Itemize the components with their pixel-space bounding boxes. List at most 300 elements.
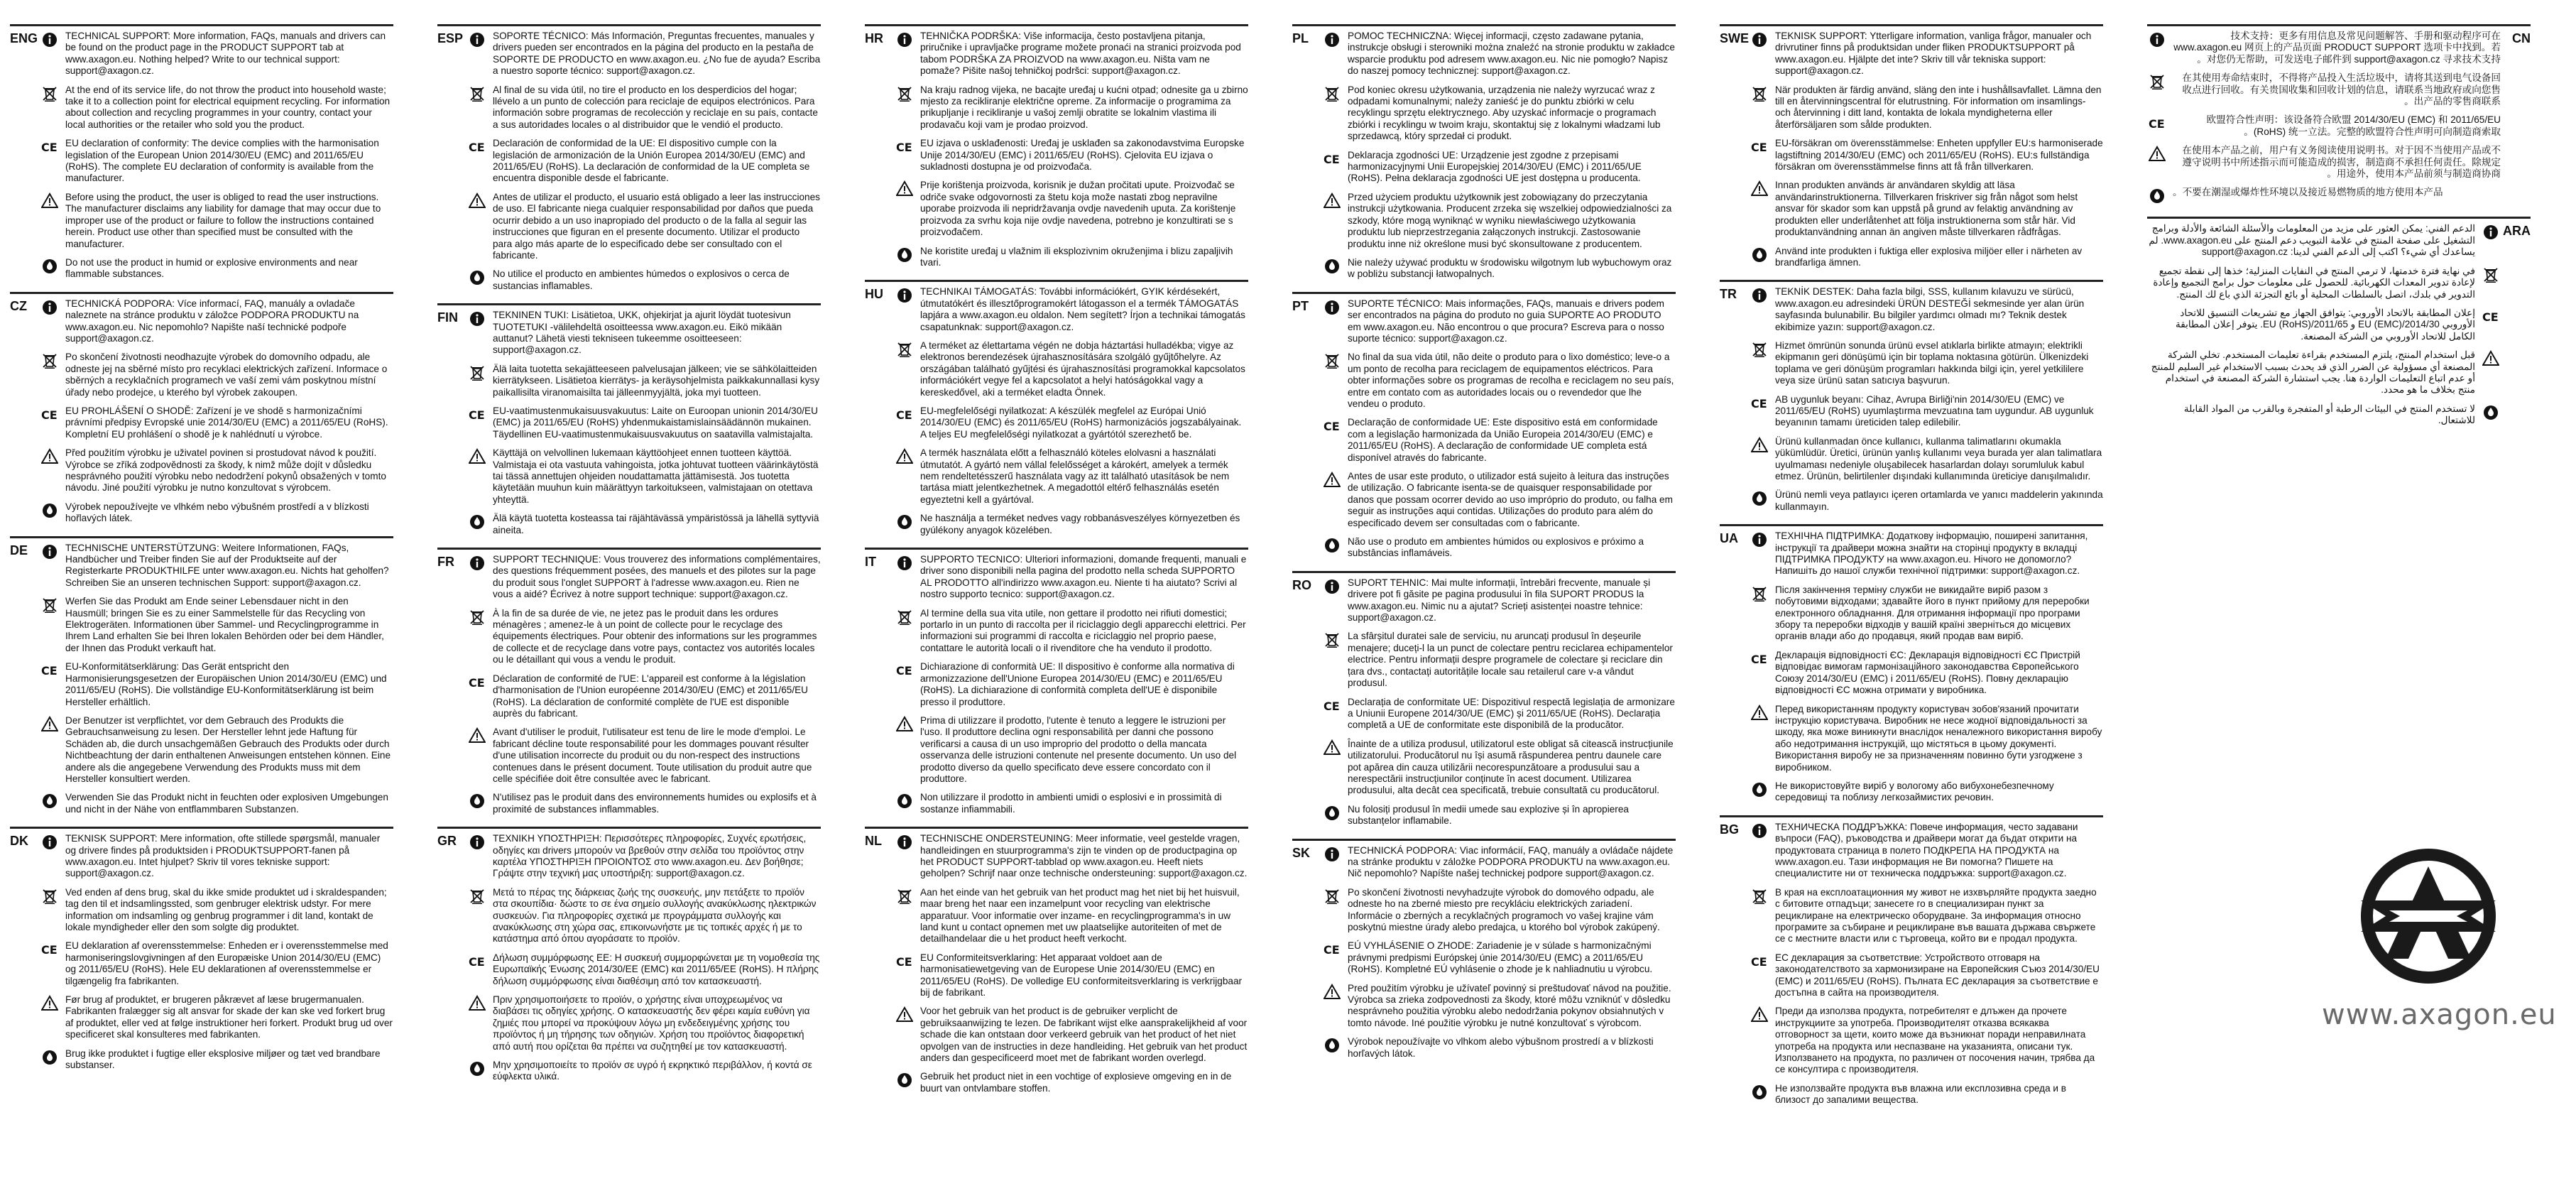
notice-section: [40, 31, 393, 77]
svg-text:CE: CE: [41, 664, 58, 678]
svg-text:CE: CE: [469, 954, 485, 969]
notice-text: Använd inte produkten i fuktiga eller explosiva miljöer eller i närheten av brandfarliga ämnen.: [1775, 245, 2083, 268]
notice-section: [40, 257, 393, 281]
lang-code: ARA: [2503, 224, 2531, 239]
notice-text: SUPORTE TÉCNICO: Mais informações, FAQs, manuais e drivers podem ser encontrados na página do produto no guia SUPORTE AO PRODUTO em www.axagon.eu. Não encontrou o que procura? Escreva para o nosso suporte técnico: support@axagon.cz.: [1348, 298, 1664, 344]
svg-text:CE: CE: [896, 954, 912, 969]
notice-text: EU declaration of conformity: The device complies with the harmonisation legislation of the European Union 2014/30/EU (EMC) and 2011/65/EU (RoHS). The complete EU declaration of conformity is available from the manufacturer.: [65, 138, 379, 184]
notice-section: [2147, 308, 2501, 342]
notice-text: Po skončení životnosti neodhazujte výrobek do domovního odpadu, ale odneste jej na sběrné místo pro recyklaci elektrických zařízení. Informace o sběrných a recyklačních programech ve vaší zemi vám poskytnou místní úřady nebo prodejce, u kterého byl výrobek zakoupen.: [65, 352, 388, 398]
svg-text:CE: CE: [2149, 117, 2165, 131]
lang-sections: [467, 310, 821, 543]
notice-text: Antes de utilizar el producto, el usuario está obligado a leer las instrucciones de uso. El fabricante niega cualquier responsabilidad por daños que pueda ocurrir debido a un uso inapropiado del producto o de la falla al seguir las instrucciones que figuran en el presente documento. Utilizar el producto para algo más aparte de lo especificado debe ser consultado con el fabricante.: [493, 191, 820, 261]
ce-mark-icon: [895, 138, 915, 156]
no-humid-icon: [1322, 536, 1342, 555]
ce-mark-icon: [895, 661, 915, 680]
notice-text: ТЕХНИЧЕСКА ПОДДРЪЖКА: Повече информация, често задавани въпроси (FAQ), ръководства и драйвери могат да бъдат открити на продуктовата страница в полето ПОДКРЕПА НА ПРОДУКТА на www.axagon.eu. Тази информация не Ви помогна? Пишете на специалистите ни от техническа поддръжка: support@axagon.cz.: [1775, 821, 2078, 879]
notice-text: Pod koniec okresu użytkowania, urządzenia nie należy wyrzucać wraz z odpadami komunalnymi; należy zanieść je do punktu zbiórki w celu recyklingu sprzętu elektrycznego. Aby uzyskać informacje o programach zbiórki i recyklingu w twoim kraju, skontaktuj się z lokalnymi władzami lub sprzedawcą, który sprzedał ci produkt.: [1348, 84, 1661, 142]
logo-url: www.axagon.eu: [2322, 998, 2557, 1031]
notice-section: [467, 608, 821, 666]
notice-text: 不要在潮湿或爆炸性环境以及接近易燃物质的地方使用本产品。: [2173, 187, 2443, 198]
notice-section: [1750, 85, 2103, 131]
warning-icon: [467, 994, 487, 1013]
notice-section: [895, 406, 1248, 440]
notice-section: [40, 298, 393, 345]
lang-sections: [1750, 530, 2103, 811]
notice-text: قبل استخدام المنتج، يلتزم المستخدم بقراءة تعليمات المستخدم. تخلي الشركة المصنعة أي مسؤولية عن الضرر الذي قد يحدث بسبب الاستخدام غير السليم للمنتج أو عدم اتباع التعليمات الواردة هنا. يجب استشارة الشركة المصنعة في استخدام منتج بخلاف ما هو محدد.: [2151, 349, 2475, 396]
notice-text: TEHNIČKA PODRŠKA: Više informacija, često postavljena pitanja, priručnike i upravljačke programe možete pronaći na stranici proizvoda pod tabom PODRŠKA ZA PROIZVOD na www.axagon.eu. Ništa vam ne pomaže? Pišite našoj tehničkoj podršci: support@axagon.cz.: [920, 31, 1241, 77]
notice-section: [1750, 436, 2103, 483]
weee-bin-icon: [40, 85, 60, 103]
notice-section: [895, 246, 1248, 269]
svg-text:CE: CE: [1751, 954, 1767, 969]
notice-text: Ne koristite uređaj u vlažnim ili eksplozivnim okruženjima i blizu zapaljivih tvari.: [920, 245, 1233, 268]
notice-text: В края на експлоатационния му живот не изхвърляйте продукта заедно с битовите отпадъци; занесете го в специализиран пункт за рециклиране на електрическо оборудване. За информация относно програмите за събиране и рециклиране във вашата държава свържете се с местните власти или с търговеца, който ви е продал продукта.: [1775, 886, 2097, 945]
warning-icon: [467, 726, 487, 745]
weee-bin-icon: [895, 340, 915, 359]
svg-text:CE: CE: [41, 943, 58, 957]
notice-text: EU PROHLÁŠENÍ O SHODĚ: Zařízení je ve shodě s harmonizačními právními předpisy Evropské unie 2014/30/EU (EMC) a 2011/65/EU (RoHS). Kompletní EU prohlášení o shodě je k nahlédnutí u výrobce.: [65, 405, 388, 440]
notice-text: Ürünü kullanmadan önce kullanıcı, kullanma talimatlarını okumakla yükümlüdür. Üretici, ürünün yanlış kullanımı veya burada yer alan talimatlara uyulmaması nedeniyle oluşabilecek hasarlardan dolayı sorumluluk kabul etmez. Ürünün, belirtilenler dışındaki kullanımında üreticiye danışılmalıdır.: [1775, 435, 2102, 481]
weee-bin-icon: [1750, 887, 1769, 905]
lang-sections: [1750, 31, 2103, 276]
notice-text: ТЕХНІЧНА ПІДТРИМКА: Додаткову інформацію, поширені запитання, інструкції та драйвери можна знайти на сторінці продукту в вкладці ПІДТРИМКА ПРОДУКТУ на www.axagon.eu. Нічого не допомогло? Напишіть до нашої служби технічної підтримки: support@axagon.cz.: [1775, 530, 2088, 577]
notice-text: À la fin de sa durée de vie, ne jetez pas le produit dans les ordures ménagères ; amenez-le à un point de collecte pour le recyclage des équipements électriques. Pour obtenir des informations sur les programmes de collecte et de recyclage dans votre pays, contactez vos autorités locales ou le détaillant qui vous a vendu le produit.: [493, 607, 817, 665]
svg-text:CE: CE: [896, 664, 912, 678]
notice-text: Nu folosiți produsul în medii umede sau explozive și în apropierea substanțelor inflamabile.: [1348, 803, 1629, 827]
no-humid-icon: [40, 501, 60, 520]
notice-text: Innan produkten används är användaren skyldig att läsa användarinstruktionerna. Tillverkaren friskriver sig från något som helst ansvar för skador som kan uppstå på grund av felaktig användning av produkten eller underlåtenhet att följa instruktionerna som står här. Vid produktanvändning annan än angiven måste tillverkaren rådfrågas.: [1775, 180, 2078, 238]
lang-code: PT: [1292, 298, 1309, 313]
notice-text: AB uygunluk beyanı: Cihaz, Avrupa Birliği'nin 2014/30/EU (EMC) ve 2011/65/EU (RoHS) uyumlaştırma mevzuatına tam uygundur. AB uygunluk beyanının tamamı üreticiden talep edilebilir.: [1775, 393, 2094, 428]
ce-mark-icon: [1322, 150, 1342, 168]
notice-section: [1750, 246, 2103, 269]
weee-bin-icon: [467, 887, 487, 905]
weee-bin-icon: [895, 608, 915, 626]
lang-block-dk: [10, 827, 393, 1078]
lang-sections: [1322, 298, 1676, 567]
ce-mark-icon: [40, 940, 60, 959]
notice-section: [1750, 530, 2103, 577]
svg-text:CE: CE: [469, 675, 485, 690]
column-6: [2147, 24, 2531, 438]
notice-section: [1750, 138, 2103, 173]
notice-section: [40, 792, 393, 815]
svg-text:CE: CE: [896, 141, 912, 155]
ce-mark-icon: [467, 673, 487, 692]
weee-bin-icon: [1750, 584, 1769, 603]
notice-text: Verwenden Sie das Produkt nicht in feuchten oder explosiven Umgebungen und nicht in der Nähe von entflammbaren Substanzen.: [65, 792, 388, 815]
lang-code: HU: [865, 287, 883, 302]
svg-text:CE: CE: [1751, 396, 1767, 410]
info-icon: [895, 286, 915, 305]
notice-text: Prije korištenja proizvoda, korisnik je dužan pročitati upute. Proizvođač se odriče svake odgovornosti za štetu koja može nastati zbog nepravilne uporabe proizvoda ili nepridržavanja ovdje navedenih uputa. Za korištenje proizvoda za svrhu koja nije ovdje navedena, potrebno je konzultirati se s proizvođačem.: [920, 180, 1236, 238]
notice-section: [40, 833, 393, 880]
notice-section: [1750, 887, 2103, 945]
notice-text: Älä laita tuotetta sekajätteeseen palvelusajan jälkeen; vie se sähkölaitteiden kierrätykseen. Lisätietoa kierrätys- ja keräysohjelmista paikkakunnallasi kysy paikallisilta viranomaisilta tai jälleenmyyjältä, joka myi tuotteen.: [493, 363, 820, 398]
lang-block-sk: [1292, 839, 1676, 1067]
ce-mark-icon: [1322, 940, 1342, 959]
warning-icon: [1322, 471, 1342, 489]
notice-section: [1322, 417, 1676, 464]
notice-section: [2147, 72, 2501, 107]
notice-section: [467, 364, 821, 398]
notice-section: [1322, 352, 1676, 410]
notice-text: Before using the product, the user is obliged to read the user instructions. The manufacturer disclaims any liability for damage that may occur due to improper use of the product or failure to follow the instructions contained herein. Product use other than specified must be consulted with the manufacturer.: [65, 191, 381, 249]
lang-code: CN: [2512, 31, 2531, 45]
no-humid-icon: [467, 792, 487, 810]
ce-mark-icon: [1750, 952, 1769, 971]
notice-text: SOPORTE TÉCNICO: Más Información, Preguntas frecuentes, manuales y drivers pueden ser encontrados en la página del producto en la pestaña de SOPORTE DE PRODUCTO en www.axagon.eu. ¿No fue de ayuda? Escriba a nuestro soporte técnico: support@axagon.cz.: [493, 31, 821, 77]
notice-text: في نهاية فترة خدمتها، لا ترمي المنتج في النفايات المنزلية؛ خذها إلى نقطة تجميع لإعادة تدوير المعدات الكهربائية. للحصول على معلومات حول برامج التجميع وإعادة التدوير في بلدك، اتصل بالسلطات المحلية أو بائع التجزئة الذي باع لك المنتج.: [2153, 265, 2475, 300]
lang-block-fr: [437, 548, 821, 822]
notice-text: Før brug af produktet, er brugeren påkrævet af læse brugermanualen. Fabrikanten fralægger sig alt ansvar for skade der kan ske ved forkert brug af produktet, eller ved at følge instruktioner heri forkert. Produkt brug ud over specificeret skal konsulteres med fabrikanten.: [65, 994, 393, 1040]
no-humid-icon: [1750, 780, 1769, 799]
info-icon: [40, 298, 60, 317]
notice-section: [895, 1006, 1248, 1064]
notice-section: [40, 661, 393, 708]
info-icon: [1322, 577, 1342, 596]
notice-text: Älä käytä tuotetta kosteassa tai räjähtävässä ympäristössä ja lähellä syttyviä aineita.: [493, 513, 819, 535]
notice-text: A terméket az élettartama végén ne dobja háztartási hulladékba; vigye az elektronos berendezések újrahasznosítására szolgáló gyűjtőhelyre. Az országában található gyűjtési és újrahasznosítási programokkal kapcsolatos információkért vegye fel a kapcsolatot a helyi hatóságokkal vagy a kereskedővel, aki a terméket eladta Önnek.: [920, 339, 1245, 398]
info-icon: [40, 31, 60, 49]
notice-text: Výrobek nepoužívejte ve vlhkém nebo výbušném prostředí a v blízkosti hořlavých látek.: [65, 501, 369, 524]
weee-bin-icon: [467, 608, 487, 626]
notice-section: [1322, 31, 1676, 77]
no-humid-icon: [895, 792, 915, 810]
weee-bin-icon: [40, 887, 60, 905]
weee-bin-icon: [40, 596, 60, 614]
warning-icon: [895, 715, 915, 734]
lang-sections: [1322, 31, 1676, 288]
notice-text: Não use o produto em ambientes húmidos ou explosivos e próximo a substâncias inflamáveis.: [1348, 536, 1644, 559]
notice-text: الدعم الفني: يمكن العثور على مزيد من المعلومات والأسئلة الشائعة والأدلة وبرامج التشغيل على صفحة المنتج في علامة التبويب دعم المنتج على www.axagon.eu. لم يساعدك أي شيء؟ اكتب إلى الدعم الفني لدينا: support@axagon.cz: [2149, 223, 2475, 258]
weee-bin-icon: [1322, 352, 1342, 370]
info-icon: [40, 543, 60, 561]
notice-text: Dichiarazione di conformità UE: Il dispositivo è conforme alla normativa di armonizzazione dell'Unione Europea 2014/30/EU (EMC) e 2011/65/EU (RoHS). La dichiarazione di conformità completa dell'UE è disponibile presso il produttore.: [920, 661, 1235, 707]
weee-bin-icon: [895, 85, 915, 103]
warning-icon: [1750, 436, 1769, 455]
notice-text: A termék használata előtt a felhasználó köteles elolvasni a használati útmutatót. A gyártó nem vállal felelősséget a károkért, amelyek a termék nem rendeltetésszerű használata vagy az itt található utasítások be nem tartása miatt jelentkezhetnek. A megadottól eltérő felhasználás esetén egyeztetni kell a gyártóval.: [920, 447, 1230, 505]
lang-block-esp: [437, 24, 821, 299]
notice-section: [40, 406, 393, 440]
lang-code: SWE: [1720, 31, 1750, 45]
notice-text: SUPPORTO TECNICO: Ulteriori informazioni, domande frequenti, manuali e driver sono disponibili nella pagina del prodotto nella scheda SUPPORTO AL PRODOTTO all'indirizzo www.axagon.eu. Niente ti ha aiutato? Scrivi al nostro supporto tecnico: support@axagon.cz.: [920, 554, 1247, 600]
weee-bin-icon: [40, 352, 60, 370]
weee-bin-icon: [2147, 72, 2167, 91]
weee-bin-icon: [467, 364, 487, 382]
notice-section: [1750, 394, 2103, 429]
lang-block-fin: [437, 303, 821, 543]
info-icon: [895, 31, 915, 49]
lang-code: NL: [865, 834, 882, 849]
notice-section: [40, 543, 393, 589]
notice-text: SUPPORT TECHNIQUE: Vous trouverez des informations complémentaires, des questions fréquemment posées, des manuels et des pilotes sur la page du produit sous l'onglet SUPPORT à l'adresse www.axagon.eu. Rien ne vous a aidé? Écrivez à notre support technique: support@axagon.cz.: [493, 554, 821, 600]
warning-icon: [40, 447, 60, 466]
weee-bin-icon: [1322, 887, 1342, 905]
weee-bin-icon: [2481, 266, 2501, 284]
ce-mark-icon: [40, 661, 60, 680]
notice-text: Nie należy używać produktu w środowisku wilgotnym lub wybuchowym oraz w pobliżu substancji łatwopalnych.: [1348, 256, 1672, 280]
no-humid-icon: [467, 1060, 487, 1078]
lang-block-cz: [10, 292, 393, 532]
notice-section: [1750, 489, 2103, 513]
notice-section: [2147, 266, 2501, 300]
notice-text: Déclaration de conformité de l'UE: L'appareil est conforme à la législation d'harmonisation de l'Union européenne 2014/30/EU (EMC) et 2011/65/EU (RoHS). La déclaration de conformité complète de l'UE est disponible auprès du fabricant.: [493, 673, 808, 719]
notice-section: [895, 833, 1248, 880]
lang-code: PL: [1292, 31, 1309, 45]
lang-block-bg: [1720, 815, 2103, 1114]
svg-text:CE: CE: [1324, 420, 1340, 434]
notice-section: [1750, 584, 2103, 643]
notice-section: [1750, 822, 2103, 880]
lang-block-swe: [1720, 24, 2103, 276]
ce-mark-icon: [467, 952, 487, 971]
notice-section: [895, 340, 1248, 398]
column-4: [1292, 24, 1676, 1071]
warning-icon: [467, 192, 487, 210]
ce-mark-icon: [467, 138, 487, 156]
notice-section: [467, 192, 821, 261]
no-humid-icon: [40, 257, 60, 276]
warning-icon: [895, 1006, 915, 1024]
lang-sections: [895, 286, 1248, 543]
ce-mark-icon: [1750, 650, 1769, 668]
notice-text: Před použitím výrobku je uživatel povinen si prostudovat návod k použití. Výrobce se zříká zodpovědnosti za škody, k nimž může dojít v důsledku nesprávného použití výrobku nebo nedodržení pokynů obsažených v tomto návodu. Jiné použití výrobku je nutno konzultovat s výrobcem.: [65, 447, 386, 494]
notice-text: När produkten är färdig använd, släng den inte i hushållsavfallet. Lämna den till en återvinningscentral för elutrustning. För information om insamlings- och återvinning i ditt land, kontakta de lokala myndigheterna eller återförsäljaren som sålde produkten.: [1775, 84, 2102, 130]
axagon-logo: [2322, 845, 2557, 1031]
lang-block-it: [865, 548, 1248, 822]
notice-text: 在其使用寿命结束时，不得将产品投入生活垃圾中，请将其送到电气设备回收点进行回收。有关贵国收集和回收计划的信息，请联系当地政府或向您售出产品的零售商联系。: [2182, 72, 2501, 107]
lang-sections: [40, 833, 393, 1078]
notice-section: [1322, 697, 1676, 731]
no-humid-icon: [467, 268, 487, 287]
notice-text: Prima di utilizzare il prodotto, l'utente è tenuto a leggere le istruzioni per l'uso. Il produttore declina ogni responsabilità per danni che possono verificarsi a causa di un uso improprio del prodotto o della mancata osservanza delle istruzioni contenute nel presente documento. Un uso del prodotto diverso da quello specificato deve essere concordato con il produttore.: [920, 714, 1237, 784]
notice-section: [1322, 983, 1676, 1030]
notice-text: Deklaracja zgodności UE: Urządzenie jest zgodne z przepisami harmonizacyjnymi Unii Europejskiej 2014/30/EU (EMC) i 2011/65/UE (RoHS). Pełna deklaracja zgodności UE jest dostępna u producenta.: [1348, 149, 1642, 184]
notice-section: [467, 406, 821, 440]
notice-section: [895, 792, 1248, 815]
notice-section: [467, 513, 821, 536]
notice-section: [2147, 114, 2501, 138]
notice-section: [467, 792, 821, 815]
lang-sections: [895, 31, 1248, 276]
svg-text:CE: CE: [896, 408, 912, 422]
lang-block-ro: [1292, 571, 1676, 834]
notice-section: [895, 447, 1248, 506]
notice-section: [895, 180, 1248, 238]
column-1: [10, 24, 393, 1082]
notice-section: [1322, 257, 1676, 281]
notice-section: [1322, 631, 1676, 689]
notice-section: [40, 447, 393, 494]
notice-section: [895, 887, 1248, 945]
ce-mark-icon: [1750, 394, 1769, 413]
notice-text: La sfârșitul duratei sale de serviciu, nu aruncați produsul în deșeurile menajere; duceți-l la un punct de colectare pentru reciclarea echipamentelor electrice. Pentru informații despre programele de colectare și reciclare din țara dvs., contactați autoritățile locale sau retailerul care v-a vândut produsul.: [1348, 631, 1673, 689]
warning-icon: [1750, 180, 1769, 198]
lang-code: RO: [1292, 577, 1311, 592]
notice-text: EU-Konformitätserklärung: Das Gerät entspricht den Harmonisierungsgesetzen der Europäischen Union 2014/30/EU (EMC) und 2011/65/EU (RoHS). Die vollständige EU-Konformitätserklärung ist beim Hersteller erhältlich.: [65, 661, 387, 707]
notice-section: [895, 661, 1248, 708]
notice-section: [1750, 952, 2103, 999]
notice-section: [40, 352, 393, 398]
notice-section: [1750, 340, 2103, 387]
notice-section: [467, 138, 821, 185]
notice-text: Al final de su vida útil, no tire el producto en los desperdicios del hogar; llévelo a un punto de colección para reciclaje de equipos electrónicos. Para información sobre programas de recolección y reciclaje en su país, contacte a sus autoridades locales o al distribuidor que le vendió el producto.: [493, 84, 818, 130]
notice-section: [1322, 536, 1676, 560]
notice-text: EU deklaration af overensstemmelse: Enheden er i overensstemmelse med harmoniseringslovgivningen af den Europæiske Union 2014/30/EU (EMC) og 2011/65/EU (RoHS). Hele EU deklarationen af overensstemmelse er tilgængelig fra fabrikanten.: [65, 940, 388, 986]
notice-text: N'utilisez pas le produit dans des environnements humides ou explosifs et à proximité de substances inflammables.: [493, 792, 817, 815]
notice-text: EU-vaatimustenmukaisuusvakuutus: Laite on Euroopan unionin 2014/30/EU (EMC) ja 2011/65/EU (RoHS) yhdenmukaistamislainsäädännön mukainen. Täydellinen EU-vaatimustenmukaisuusvakuutus on saatavilla valmistajalta.: [493, 405, 818, 440]
lang-block-hr: [865, 24, 1248, 276]
notice-section: [1322, 845, 1676, 880]
svg-text:CE: CE: [1324, 152, 1340, 166]
notice-text: Výrobok nepoužívajte vo vlhkom alebo výbušnom prostredí a v blízkosti horľavých látok.: [1348, 1036, 1654, 1059]
notice-section: [40, 501, 393, 525]
no-humid-icon: [1322, 1036, 1342, 1055]
notice-text: Do not use the product in humid or explosive environments and near flammable substances.: [65, 256, 358, 280]
notice-section: [895, 138, 1248, 173]
notice-text: Після закінчення терміну служби не викидайте виріб разом з побутовими відходами; здавайте його в пункт прийому для переробки електронного обладнання. Для отримання інформації про програми збору та переробки відходів у вашій країні зверніться до місцевих органів влади або до продавця, який продав вам виріб.: [1775, 584, 2090, 642]
notice-text: Не використовуйте виріб у вологому або вибухонебезпечному середовищі та поблизу легкозаймистих речовин.: [1775, 780, 2054, 803]
notice-text: TECHNISCHE ONDERSTEUNING: Meer informatie, veel gestelde vragen, handleidingen en stuurprogramma's zijn te vinden op de productpagina op het PRODUCT SUPPORT-tabblad op www.axagon.eu. Heeft niets geholpen? Schrijf naar onze technische ondersteuning: support@axagon.cz.: [920, 833, 1248, 879]
ce-mark-icon: [2147, 114, 2167, 133]
notice-section: [467, 447, 821, 506]
lang-sections: [1750, 822, 2103, 1114]
notice-section: [1322, 804, 1676, 827]
info-icon: [1750, 530, 1769, 549]
lang-code: IT: [865, 555, 876, 570]
weee-bin-icon: [1750, 340, 1769, 359]
lang-sections: [467, 833, 821, 1090]
notice-text: Der Benutzer ist verpflichtet, vor dem Gebrauch des Produkts die Gebrauchsanweisung zu lesen. Der Hersteller lehnt jede Haftung für Schäden ab, die durch unsachgemäßen Gebrauch des Produkts oder durch Nichtbeachtung der darin enthaltenen Anweisungen entstehen können. Eine andere als die angegebene Verwendung des Produkts muss mit dem Hersteller konsultiert werden.: [65, 714, 391, 784]
weee-bin-icon: [1322, 85, 1342, 103]
axagon-logo-icon: [2322, 845, 2535, 994]
notice-text: EÚ VYHLÁSENIE O ZHODE: Zariadenie je v súlade s harmonizačnými právnymi predpismi Európskej únie 2014/30/EU (EMC) a 2011/65/EU (RoHS). Kompletné EÚ vyhlásenie o zhode je k nahliadnutiu u výrobcu.: [1348, 940, 1653, 975]
svg-text:CE: CE: [1751, 141, 1767, 155]
notice-text: ΤΕΧΝΙΚΗ ΥΠΟΣΤΗΡΙΞΗ: Περισσότερες πληροφορίες, Συχνές ερωτήσεις, οδηγίες και drivers μπορούν να βρεθούν στην σελίδα του προϊόντος στην καρτέλα ΥΠΟΣΤΗΡΙΞΗ ΠΡΟΙΟΝΤΟΣ στο www.axagon.eu. Δεν βοήθησε; Γράψτε στην τεχνική μας υποστήριξη: support@axagon.cz.: [493, 833, 807, 879]
notice-section: [467, 31, 821, 77]
info-icon: [1750, 31, 1769, 49]
warning-icon: [1750, 1006, 1769, 1024]
notice-text: Μετά το πέρας της διάρκειας ζωής της συσκευής, μην πετάξετε το προϊόν στα σκουπίδια· δώστε το σε ένα σημείο συλλογής ανακύκλωσης ηλεκτρικών συσκευών. Για πληροφορίες σχετικά με προγράμματα συλλογής και ανακύκλωσης στη χώρα σας, επικοινωνήστε με τις τοπικές αρχές ή με το κατάστημα από όπου αγοράσατε το προϊόν.: [493, 886, 817, 945]
notice-text: Declarația de conformitate UE: Dispozitivul respectă legislația de armonizare a Uniunii Europene 2014/30/UE (EMC) și 2011/65/UE (RoHS). Declarația completă a UE de conformitate este disponibilă de la producător.: [1348, 696, 1675, 731]
info-icon: [1750, 286, 1769, 305]
notice-section: [467, 268, 821, 292]
info-icon: [467, 31, 487, 49]
notice-section: [467, 673, 821, 720]
notice-text: SUPORT TEHNIC: Mai multe informații, întrebări frecvente, manuale și drivere pot fi găsite pe pagina produsului în fila SUPORT PRODUS la www.axagon.eu. Nimic nu a ajutat? Scrieți asistenței noastre tehnice: support@axagon.cz.: [1348, 577, 1651, 624]
notice-text: EU izjava o usklađenosti: Uređaj je usklađen sa zakonodavstvima Europske Unije 2014/30/EU (EMC) i 2011/65/EU (RoHS). Cjelovita EU izjava o sukladnosti dostupna je od proizvođača.: [920, 138, 1245, 173]
notice-text: Brug ikke produktet i fugtige eller eksplosive miljøer og tæt ved brandbare substanser.: [65, 1047, 381, 1071]
no-humid-icon: [895, 1071, 915, 1089]
lang-block-de: [10, 536, 393, 823]
notice-text: Aan het einde van het gebruik van het product mag het niet bij het huisvuil, maar breng het naar een inzamelpunt voor recycling van elektrische apparatuur. Voor informatie over inzame- en recyclingprogramma's in uw land kunt u contact opnemen met uw plaatselijke autoriteiten of met de detailhandelaar die u het product heeft verkocht.: [920, 886, 1240, 945]
warning-icon: [40, 192, 60, 210]
column-3: [865, 24, 1248, 1106]
no-humid-icon: [2147, 187, 2167, 205]
weee-bin-icon: [467, 85, 487, 103]
notice-section: [1750, 1006, 2103, 1075]
notice-section: [2147, 349, 2501, 396]
notice-text: Μην χρησιμοποιείτε το προϊόν σε υγρό ή εκρηκτικό περιβάλλον, ή κοντά σε εύφλεκτα υλικά.: [493, 1060, 812, 1082]
lang-code: FR: [437, 555, 454, 570]
notice-text: EU-försäkran om överensstämmelse: Enheten uppfyller EU:s harmoniserade lagstiftning 2014/30/EU (EMC) och 2011/65/EU (RoHS). EU:s fullständiga försäkran om överensstämmelse finns att få från tillverkaren.: [1775, 138, 2103, 173]
notice-section: [467, 726, 821, 785]
notice-text: Non utilizzare il prodotto in ambienti umidi o esplosivi e in prossimità di sostanze infiammabili.: [920, 792, 1222, 815]
warning-icon: [895, 180, 915, 198]
lang-block-ara: [2147, 217, 2531, 433]
notice-text: Declaração de conformidade UE: Este dispositivo está em conformidade com a legislação harmonizada da União Europeia 2014/30/EU (EMC) e 2011/65/EU (RoHS). A declaração de conformidade UE completa está disponível através do fabricante.: [1348, 417, 1658, 463]
lang-code: DE: [10, 543, 28, 557]
no-humid-icon: [895, 246, 915, 264]
notice-section: [40, 138, 393, 185]
notice-section: [40, 994, 393, 1041]
info-icon: [1322, 845, 1342, 864]
notice-text: Πριν χρησιμοποιήσετε το προϊόν, ο χρήστης είναι υποχρεωμένος να διαβάσει τις οδηγίες χρήσης. Ο κατασκευαστής δεν φέρει καμία ευθύνη για ζημιές που μπορεί να προκύψουν λόγω μη ενδεδειγμένης χρήσης του προϊόντος ή μη τήρησης των οδηγιών. Χρήση του προϊόντος διαφορετική από αυτή που ορίζεται θα πρέπει να συζητηθεί με τον κατασκευαστή.: [493, 994, 810, 1052]
lang-code: TR: [1720, 287, 1737, 302]
ce-mark-icon: [1322, 697, 1342, 715]
notice-section: [2147, 403, 2501, 427]
warning-icon: [40, 994, 60, 1013]
notice-section: [1322, 471, 1676, 529]
lang-block-tr: [1720, 280, 2103, 520]
ce-mark-icon: [40, 138, 60, 156]
notice-section: [895, 554, 1248, 601]
notice-section: [895, 31, 1248, 77]
notice-section: [1750, 286, 2103, 333]
info-icon: [467, 833, 487, 851]
notice-text: Δήλωση συμμόρφωσης ΕΕ: Η συσκευή συμμορφώνεται με τη νομοθεσία της Ευρωπαϊκής Ένωσης 2014/30/EE (EMC) και 2011/65/EE (RoHS). Η πλήρης δήλωση συμμόρφωσης είναι διαθέσιμη από τον κατασκευαστή.: [493, 952, 820, 986]
notice-section: [1750, 1083, 2103, 1106]
lang-code: DK: [10, 834, 28, 849]
notice-text: TECHNICAL SUPPORT: More information, FAQs, manuals and drivers can be found on the product page in the PRODUCT SUPPORT tab at www.axagon.eu. Nothing helped? Write to our technical support: support@axagon.cz.: [65, 31, 386, 77]
notice-text: Avant d'utiliser le produit, l'utilisateur est tenu de lire le mode d'emploi. Le fabricant décline toute responsabilité pour les dommages pouvant résulter d'une utilisation incorrecte du produit ou du non-respect des instructions contenues dans le présent document. Toute utilisation du produit autre que celle spécifiée doit être consultée avec le fabricant.: [493, 726, 812, 784]
lang-block-eng: [10, 24, 393, 288]
column-2: [437, 24, 821, 1094]
notice-section: [1322, 298, 1676, 345]
notice-text: Voor het gebruik van het product is de gebruiker verplicht de gebruiksaanwijzing te lezen. De fabrikant wijst elke aansprakelijkheid af voor schade die kan ontstaan door verkeerd gebruik van het product of het niet opvolgen van de instructies in deze handleiding. Het gebruik van het product anders dan gespecificeerd moet met de fabrikant worden overlegd.: [920, 1006, 1248, 1064]
no-humid-icon: [1750, 489, 1769, 508]
lang-sections: [40, 31, 393, 288]
info-icon: [467, 554, 487, 572]
notice-section: [467, 554, 821, 601]
warning-icon: [895, 447, 915, 466]
warning-icon: [40, 715, 60, 734]
lang-code: GR: [437, 834, 457, 849]
notice-text: EU Conformiteitsverklaring: Het apparaat voldoet aan de harmonisatiewetgeving van de Europese Unie 2014/30/EU (EMC) en 2011/65/EU (RoHS). De volledige EU conformiteitsverklaring is verkrijgbaar bij de fabrikant.: [920, 952, 1243, 998]
svg-text:CE: CE: [41, 408, 58, 422]
lang-sections: [2147, 223, 2501, 433]
notice-section: [1322, 940, 1676, 975]
notice-text: Przed użyciem produktu użytkownik jest zobowiązany do przeczytania instrukcji użytkowania. Producent zrzeka się wszelkiej odpowiedzialności za szkody, które mogą wyniknąć w wyniku niewłaściwego użytkowania produktu lub nieprzestrzegania załączonych instrukcji. Zastosowanie produktu inne niż określone musi być skonsultowane z producentem.: [1348, 191, 1672, 249]
notice-text: TECHNICKÁ PODPORA: Viac informácií, FAQ, manuály a ovládače nájdete na stránke produktu v záložke PODPORA PRODUKTU na www.axagon.eu. Nič nepomohlo? Napíšte našej technickej podpore support@axagon.cz.: [1348, 844, 1674, 879]
lang-block-gr: [437, 827, 821, 1090]
notice-text: No utilice el producto en ambientes húmedos o explosivos o cerca de sustancias inflamables.: [493, 268, 790, 291]
notice-text: Hizmet ömrünün sonunda ürünü evsel atıklarla birlikte atmayın; elektrikli ekipmanın geri dönüşümü için bir toplama noktasına götürün. Ülkenizdeki toplama ve geri dönüşüm programları hakkında bilgi için, yerel yetkililere veya size ürünü satan satıcıya başvurun.: [1775, 339, 2089, 386]
info-icon: [2147, 31, 2167, 49]
notice-text: Înainte de a utiliza produsul, utilizatorul este obligat să citească instrucțiunile utilizatorului. Producătorul nu își asumă răspunderea pentru daunele care pot apărea din cauza utilizării necorespunzătoare a produsului sau a nerespectării instrucțiunilor conținute în acest document. Utilizarea produsului, alta decât cea specificată, trebuie consultată cu producătorul.: [1348, 738, 1674, 796]
info-icon: [467, 310, 487, 328]
ce-mark-icon: [40, 406, 60, 424]
notice-section: [1322, 85, 1676, 143]
info-icon: [1322, 31, 1342, 49]
notice-section: [467, 887, 821, 945]
notice-text: Po skončení životnosti nevyhadzujte výrobok do domového odpadu, ale odneste ho na zberné miesto pre recykláciu elektrických zariadení. Informácie o zberných a recyklačných programoch vo vašej krajine vám poskytnú miestne úrady alebo predajca, u ktorého bol výrobok zakúpený.: [1348, 886, 1660, 932]
no-humid-icon: [467, 513, 487, 531]
notice-text: Ürünü nemli veya patlayıcı içeren ortamlarda ve yanıcı maddelerin yakınında kullanmayın.: [1775, 489, 2103, 512]
notice-section: [1750, 780, 2103, 804]
